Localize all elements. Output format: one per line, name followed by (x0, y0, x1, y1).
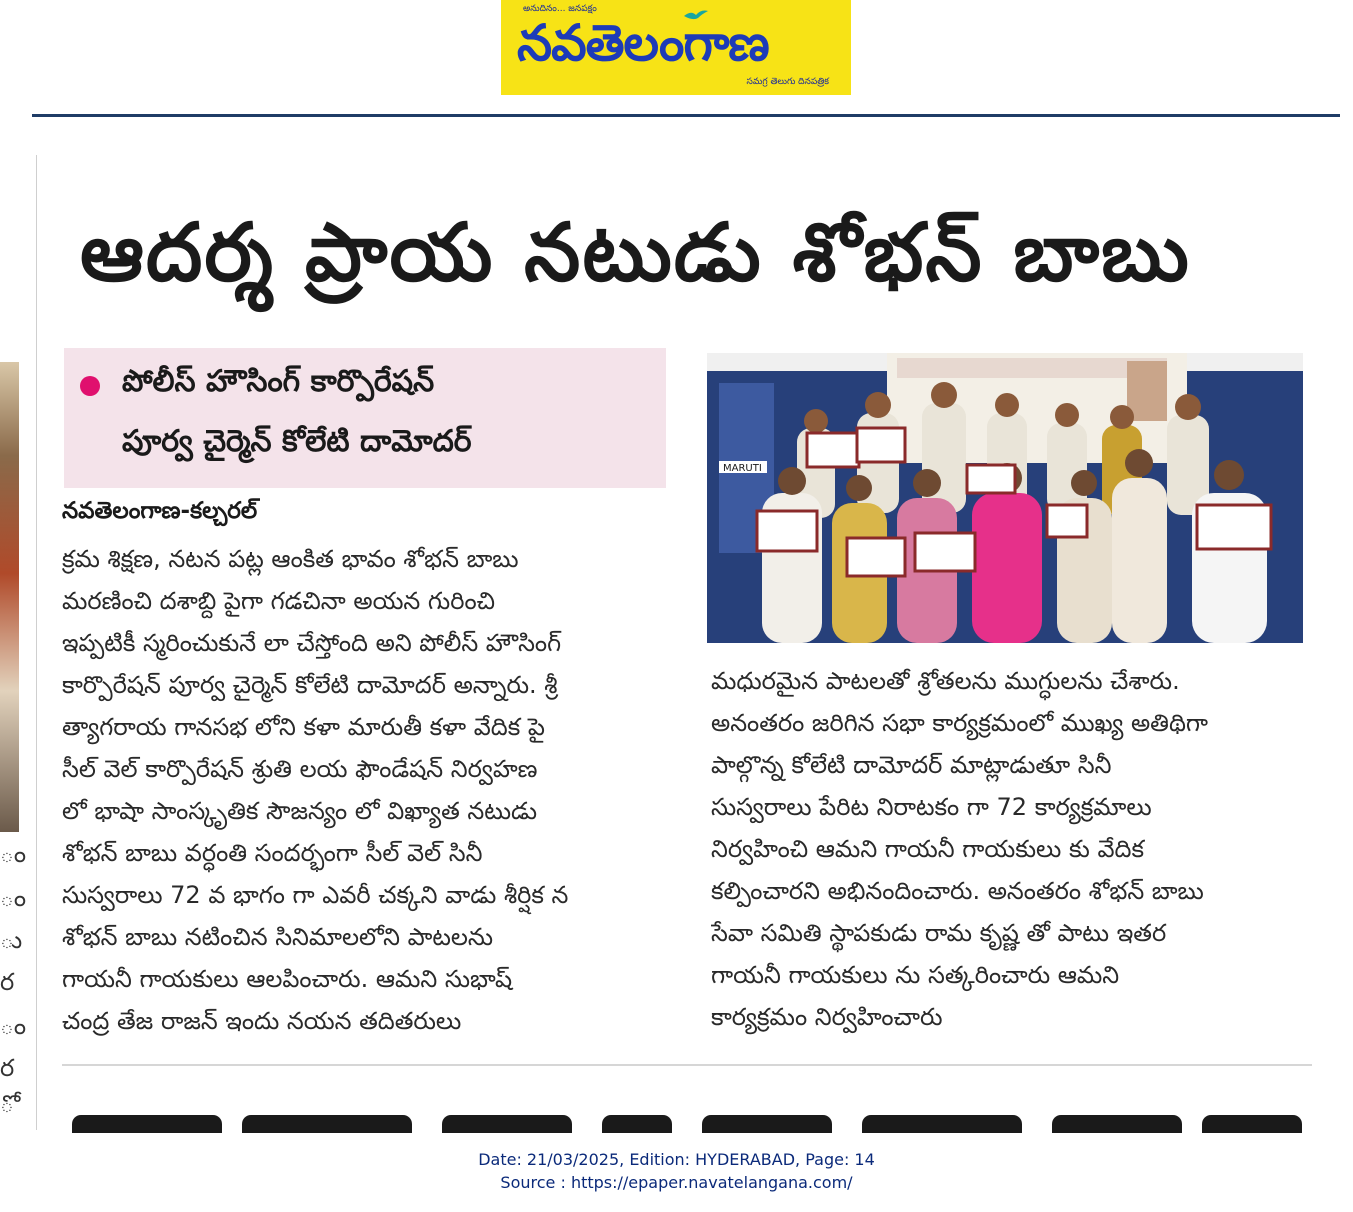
clipped-glyph: ు (0, 926, 23, 954)
body-text-line: శోభన్ బాబు నటించిన సినిమాలలోని పాటలను (62, 923, 494, 951)
article-dateline: నవతెలంగాణ-కల్చరల్ (62, 498, 258, 524)
masthead-tagline-bottom: సమగ్ర తెలుగు దినపత్రిక (746, 77, 829, 87)
body-text-line: అనంతరం జరిగిన సభా కార్యక్రమంలో ముఖ్య అతిథిగా (711, 709, 1208, 737)
article-body-column-2 (711, 660, 1317, 1038)
clipped-glyph: ం (0, 884, 27, 912)
clipped-glyph: ం (0, 840, 27, 868)
highlight-line-2: పూర్వ చైర్మెన్ కోలేటి దామోదర్ (122, 424, 472, 459)
article-highlight-box (64, 348, 666, 488)
clipped-glyph: ర (0, 1054, 15, 1082)
article-body-column-1 (62, 538, 666, 1042)
masthead-tagline-top: అనుదినం... జనపక్షం (523, 4, 597, 14)
body-text-line: మధురమైన పాటలతో శ్రోతలను ముగ్ధులను చేశారు. (711, 667, 1180, 695)
column-divider (36, 155, 37, 1130)
masthead-logo: నవతెలంగాణ (517, 14, 769, 72)
bullet-dot-icon (80, 376, 100, 396)
body-text-line: క్రమ శిక్షణ, నటన పట్ల ఆంకిత భావం శోభన్ బాబు (62, 545, 519, 573)
article-end-divider (62, 1064, 1312, 1066)
clipped-next-headline (62, 1105, 1312, 1133)
body-text-line: కల్పించారని అభినందించారు. అనంతరం శోభన్ బాబు (711, 877, 1204, 905)
article-headline: ఆదర్శ ప్రాయ నటుడు శోభన్ బాబు (80, 206, 1191, 299)
body-text-line: లో భాషా సాంస్కృతిక సౌజన్యం లో విఖ్యాత నటుడు (62, 797, 538, 825)
body-text-line: కార్యక్రమం నిర్వహించారు (711, 1003, 943, 1031)
clipped-glyph: ం (0, 1012, 27, 1040)
body-text-line: నిర్వహించి ఆమని గాయనీ గాయకులు కు వేదిక (711, 835, 1144, 863)
body-text-line: సుస్వరాలు పేరిట నిరాటకం గా 72 కార్యక్రమాలు (711, 793, 1152, 821)
body-text-line: గాయనీ గాయకులు ఆలపించారు. ఆమని సుభాష్ (62, 965, 513, 993)
body-text-line: పాల్గొన్న కోలేటి దామోదర్ మాట్లాడుతూ సినీ (711, 751, 1112, 779)
body-text-line: సుస్వరాలు 72 వ భాగం గా ఎవరీ చక్కని వాడు శీర్షిక న (62, 881, 569, 909)
event-group-photo (707, 353, 1303, 643)
highlight-line-1: పోలీస్ హౌసింగ్ కార్పొరేషన్ (122, 364, 435, 399)
footer-date-edition: Date: 21/03/2025, Edition: HYDERABAD, Page: 14 (478, 1150, 875, 1169)
body-text-line: సేవా సమితి స్థాపకుడు రామ కృష్ణ తో పాటు ఇతర (711, 919, 1167, 947)
body-text-line: మరణించి దశాబ్ది పైగా గడచినా అయన గురించి (62, 587, 495, 615)
clipped-glyph: ో (0, 1090, 14, 1118)
body-text-line: చంద్ర తేజ రాజన్ ఇందు నయన తదితరులు (62, 1007, 462, 1035)
footer-source-link[interactable]: Source : https://epaper.navatelangana.com/ (500, 1173, 853, 1192)
body-text-line: గాయనీ గాయకులు ను సత్కరించారు ఆమని (711, 961, 1120, 989)
body-text-line: ఇప్పటికీ స్మరించుకునే లా చేస్తోంది అని పోలీస్ హౌసింగ్ (62, 629, 562, 657)
clipped-neighbor-photo (0, 362, 19, 832)
header-divider (32, 114, 1340, 117)
article-photo (707, 353, 1303, 643)
newspaper-masthead (501, 0, 851, 95)
stage-banner-text: MARUTI (723, 463, 762, 474)
body-text-line: శోభన్ బాబు వర్ధంతి సందర్భంగా సీల్ వెల్ సినీ (62, 839, 483, 867)
body-text-line: కార్పొరేషన్ పూర్వ చైర్మెన్ కోలేటి దామోదర్ అన్నారు. శ్రీ (62, 671, 558, 699)
body-text-line: సీల్ వెల్ కార్పొరేషన్ శ్రుతి లయ ఫౌండేషన్ నిర్వహణ (62, 755, 538, 783)
body-text-line: త్యాగరాయ గానసభ లోని కళా మారుతీ కళా వేదిక పై (62, 713, 545, 741)
clipped-glyph: ర (0, 968, 15, 996)
